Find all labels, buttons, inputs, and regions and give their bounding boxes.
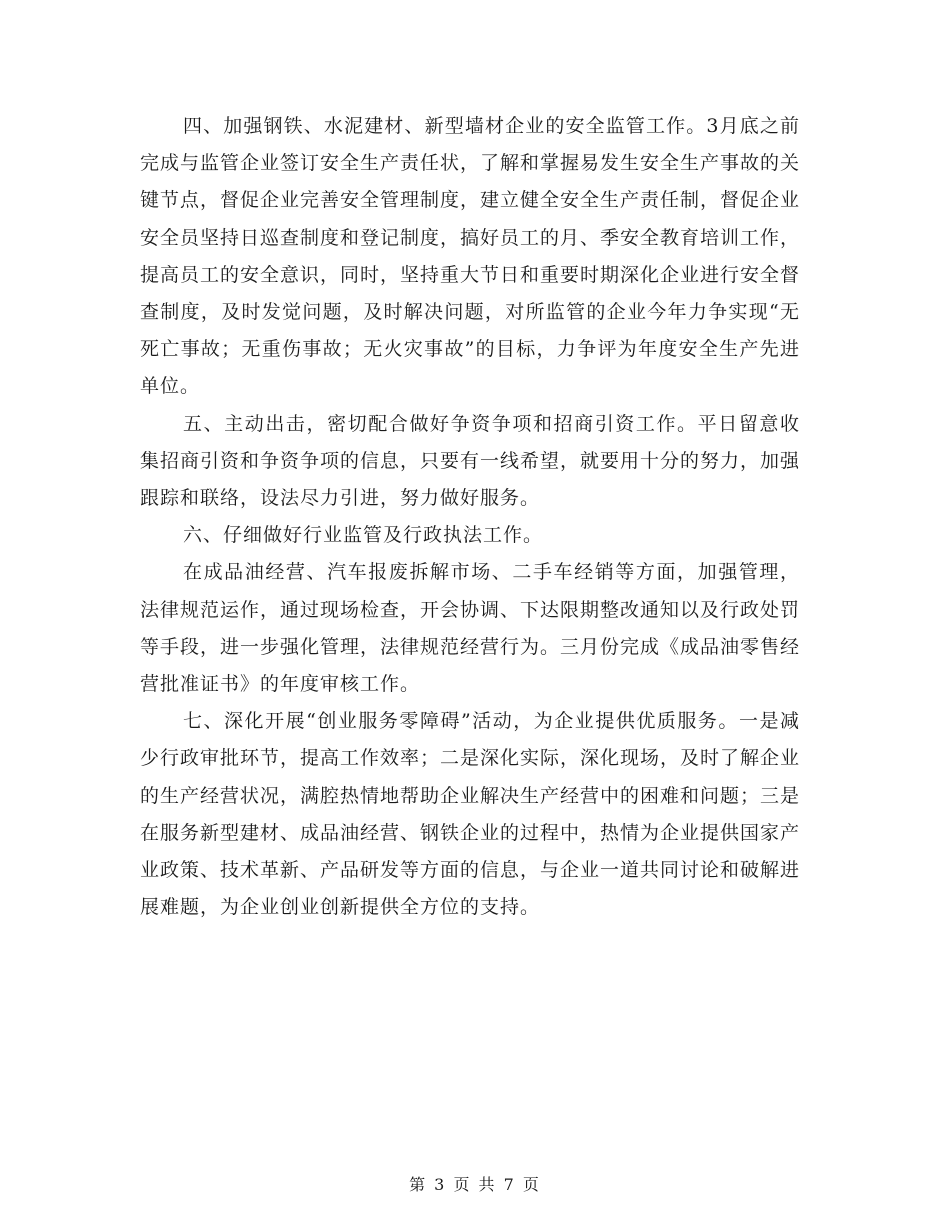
document-body xyxy=(140,108,800,926)
paragraph-safety-supervision: 四、加强钢铁、水泥建材、新型墙材企业的安全监管工作。3月底之前完成与监管企业签订安全生产责任状，了解和掌握易发生安全生产事故的关键节点，督促企业完善安全管理制度，建立健全安全生产责任制，督促企业安全员坚持日巡查制度和登记制度，搞好员工的月、季安全教育培训工作，提高员工的安全意识，同时，坚持重大节日和重要时期深化企业进行安全督查制度，及时发觉问题，及时解决问题，对所监管的企业今年力争实现“无死亡事故；无重伤事故；无火灾事故”的目标，力争评为年度安全生产先进单位。 xyxy=(140,115,801,398)
paragraph-investment-attraction: 五、主动出击，密切配合做好争资争项和招商引资工作。平日留意收集招商引资和争资争项的信息，只要有一线希望，就要用十分的努力，加强跟踪和联络，设法尽力引进，努力做好服务。 xyxy=(140,412,801,510)
paragraph-oil-market-management: 在成品油经营、汽车报废拆解市场、二手车经销等方面，加强管理，法律规范运作，通过现场检查，开会协调、下达限期整改通知以及行政处罚等手段，进一步强化管理，法律规范经营行为。三月份完成《成品油零售经营批准证书》的年度审核工作。 xyxy=(140,561,801,696)
paragraph-enterprise-service: 七、深化开展“创业服务零障碍”活动，为企业提供优质服务。一是减少行政审批环节，提高工作效率；二是深化实际，深化现场，及时了解企业的生产经营状况，满腔热情地帮助企业解决生产经营中的困难和问题；三是在服务新型建材、成品油经营、钢铁企业的过程中，热情为企业提供国家产业政策、技术革新、产品研发等方面的信息，与企业一道共同讨论和破解进展难题，为企业创业创新提供全方位的支持。 xyxy=(140,710,801,919)
paragraph-industry-supervision-heading: 六、仔细做好行业监管及行政执法工作。 xyxy=(183,524,544,547)
page-number-footer: 第 3 页 共 7 页 xyxy=(409,1175,541,1194)
